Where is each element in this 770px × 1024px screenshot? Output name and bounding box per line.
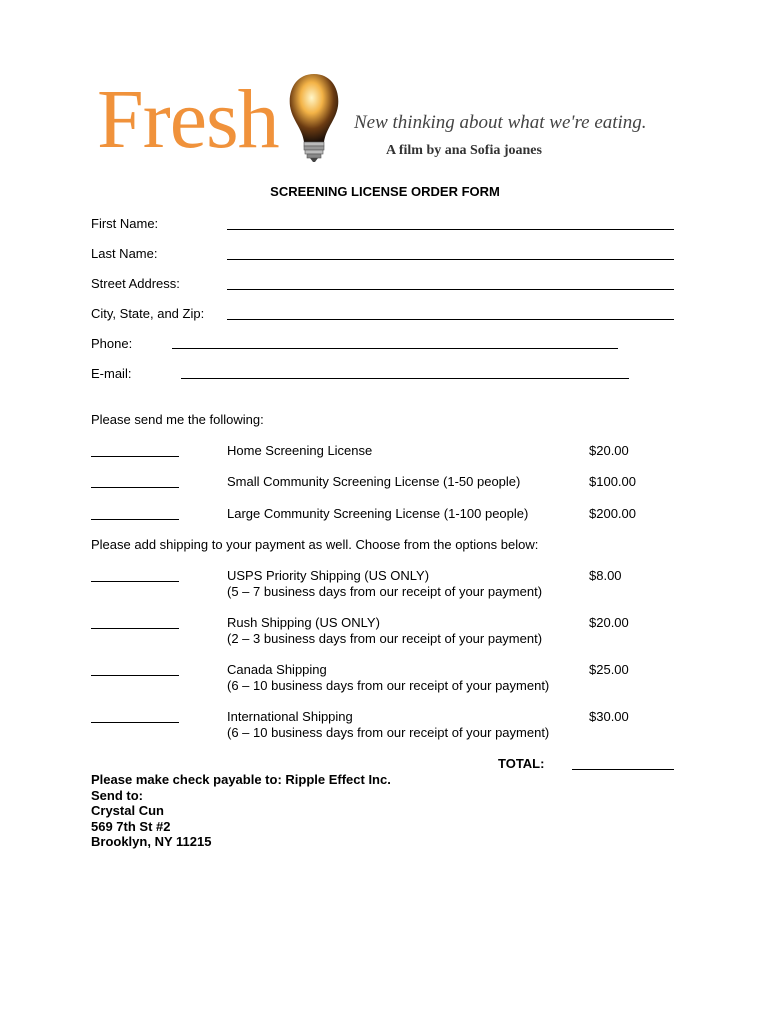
total-label: TOTAL: xyxy=(498,756,545,771)
shipping-intro: Please add shipping to your payment as well. Choose from the options below: xyxy=(91,537,539,552)
shipping-name: International Shipping xyxy=(227,709,353,724)
license-name: Home Screening License xyxy=(227,443,373,458)
license-price: $20.00 xyxy=(589,443,629,458)
shipping-detail: (6 – 10 business days from our receipt of your payment) xyxy=(227,678,550,693)
shipping-name: Rush Shipping (US ONLY) xyxy=(227,615,380,630)
send-to-label: Send to: xyxy=(91,788,143,803)
total-field[interactable] xyxy=(572,769,674,770)
license-quantity-blank[interactable] xyxy=(91,456,179,457)
recipient-name: Crystal Cun xyxy=(91,803,164,818)
email-field[interactable] xyxy=(181,378,629,379)
shipping-option-blank[interactable] xyxy=(91,628,179,629)
payable-to: Please make check payable to: Ripple Effect Inc. xyxy=(91,772,391,787)
shipping-detail: (5 – 7 business days from our receipt of your payment) xyxy=(227,584,543,599)
phone-label: Phone: xyxy=(91,336,133,351)
shipping-name: USPS Priority Shipping (US ONLY) xyxy=(227,568,430,583)
street-address-field[interactable] xyxy=(227,289,674,290)
tagline: New thinking about what we're eating. xyxy=(354,112,647,133)
shipping-price: $30.00 xyxy=(589,709,629,724)
license-price: $200.00 xyxy=(589,506,636,521)
form-title: SCREENING LICENSE ORDER FORM xyxy=(270,184,500,199)
email-label: E-mail: xyxy=(91,366,132,381)
last-name-field[interactable] xyxy=(227,259,674,260)
license-quantity-blank[interactable] xyxy=(91,487,179,488)
send-intro: Please send me the following: xyxy=(91,412,264,427)
shipping-detail: (2 – 3 business days from our receipt of your payment) xyxy=(227,631,543,646)
license-name: Large Community Screening License (1-100 people) xyxy=(227,506,529,521)
license-quantity-blank[interactable] xyxy=(91,519,179,520)
first-name-field[interactable] xyxy=(227,229,674,230)
recipient-city: Brooklyn, NY 11215 xyxy=(91,834,212,849)
shipping-detail: (6 – 10 business days from our receipt of your payment) xyxy=(227,725,550,740)
phone-field[interactable] xyxy=(172,348,618,349)
shipping-option-blank[interactable] xyxy=(91,675,179,676)
license-price: $100.00 xyxy=(589,474,636,489)
city-state-zip-field[interactable] xyxy=(227,319,674,320)
shipping-price: $8.00 xyxy=(589,568,622,583)
shipping-price: $25.00 xyxy=(589,662,629,677)
first-name-label: First Name: xyxy=(91,216,159,231)
shipping-option-blank[interactable] xyxy=(91,581,179,582)
logo-wordmark: Fresh xyxy=(97,73,279,166)
license-name: Small Community Screening License (1-50 people) xyxy=(227,474,521,489)
street-address-label: Street Address: xyxy=(91,276,180,291)
byline: A film by ana Sofia joanes xyxy=(386,143,542,158)
city-state-zip-label: City, State, and Zip: xyxy=(91,306,205,321)
last-name-label: Last Name: xyxy=(91,246,158,261)
recipient-street: 569 7th St #2 xyxy=(91,819,171,834)
shipping-name: Canada Shipping xyxy=(227,662,327,677)
lightbulb-icon xyxy=(284,70,344,164)
shipping-option-blank[interactable] xyxy=(91,722,179,723)
shipping-price: $20.00 xyxy=(589,615,629,630)
